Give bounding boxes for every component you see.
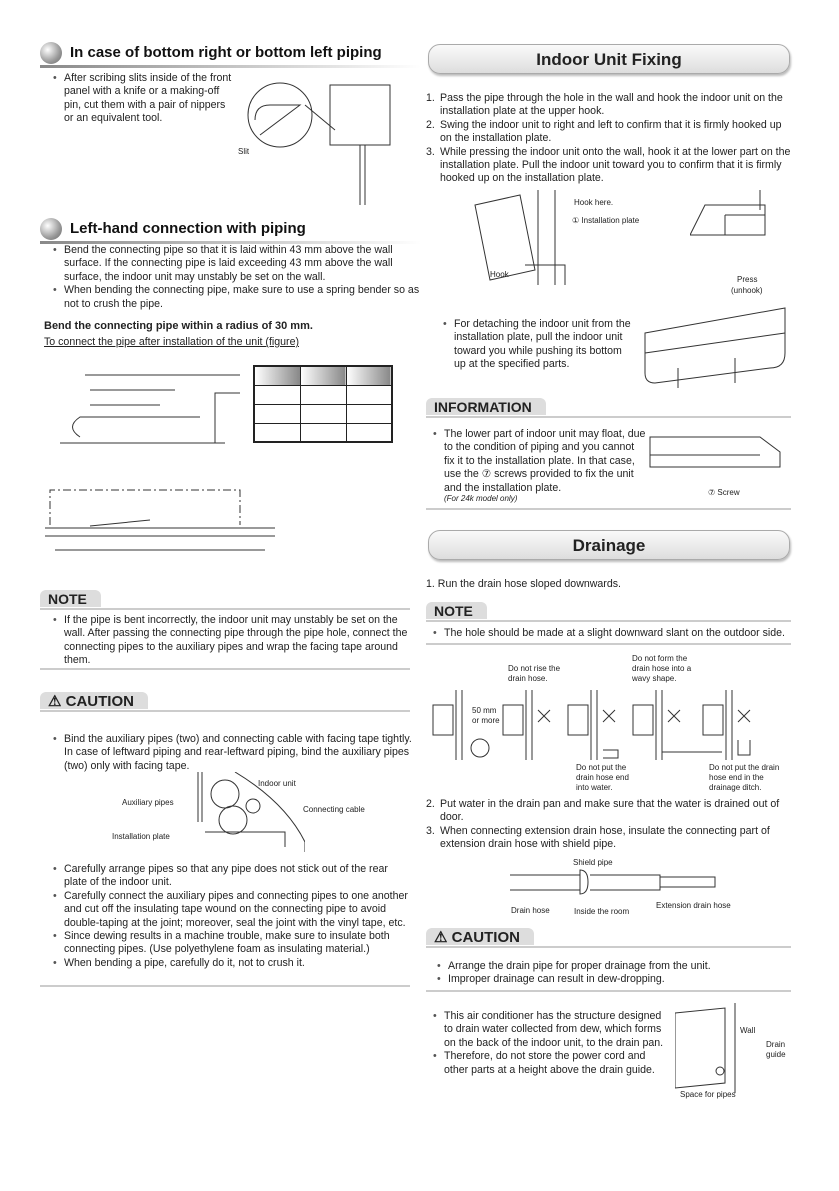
drain-hose-label: Drain hose — [511, 906, 550, 915]
extension-hose-label: Extension drain hose — [656, 901, 731, 910]
caution-list-2: • Carefully arrange pipes so that any pipe does not stick out of the rear plate of the indoor unit. • Carefully connect the auxiliary pipes and connecting pipes to one another and cut off the insulating tape wound on the connecting pipe to avoid double-taping at the joint; moreover, seal the joint with the vinyl tape, etc. • Since dewing results in a machine trouble, make sure to insulate both connecting pipes. (Use polyethylene foam as insulating material.) • When bending a pipe, carefully do it, not to crush it. — [52, 863, 412, 970]
caution-tab: ⚠ CAUTION — [40, 692, 148, 709]
slit-figure — [235, 75, 415, 210]
caution-tab: ⚠ CAUTION — [426, 928, 534, 945]
or-more-label: or more — [472, 716, 500, 725]
installation-plate-label: ① Installation plate — [572, 216, 640, 225]
water-warning: Do not put the drain hose end into water. — [576, 763, 629, 792]
note-section — [40, 590, 410, 610]
information-section — [426, 398, 791, 418]
drain-guide-figure — [675, 1003, 755, 1093]
note-tab: NOTE — [426, 602, 487, 619]
mm-label: 50 mm — [472, 706, 497, 715]
left-hand-list: • Bend the connecting pipe so that it is laid within 43 mm above the wall surface. If the connecting pipe is laid exceeding 43 mm above the wall surface, the indoor unit may unstably be set on the wall. • When bending the connecting pipe, make sure to use a spring bender so as not to crush the pipe. — [52, 244, 422, 311]
wavy-warning: Do not form the drain hose into a wavy shape. — [632, 654, 692, 683]
fixing-steps: 1. Pass the pipe through the hole in the wall and hook the indoor unit on the installation plate at the upper hook. 2. Swing the indoor unit to right and left to confirm that it is firmly hooked up on the installation plate. 3. While pressing the indoor unit onto the wall, hook it at the lower part on the installation plate. Pull the indoor unit toward you to confirm that it is firmly hooked up on the installation plate. — [426, 92, 791, 185]
press-figure — [690, 190, 770, 260]
radius-note: Bend the connecting pipe within a radius of 30 mm. — [44, 320, 313, 332]
unhook-label: (unhook) — [731, 286, 763, 295]
slit-label: Slit — [238, 147, 250, 156]
warning-icon: ⚠ — [48, 693, 66, 710]
note-list: • If the pipe is bent incorrectly, the indoor unit may unstably be set on the wall. After passing the connecting pipe through the pipe hole, connect the connecting pipes to the auxiliary pipes and wrap the facing tape around them. — [52, 614, 412, 668]
indoor-unit-fixing-header: Indoor Unit Fixing — [428, 44, 790, 74]
drain-guide-list: • This air conditioner has the structure designed to drain water collected from dew, which forms on the back of the indoor unit, to the drain pan. • Therefore, do not store the power cord and other parts at a height above the drain guide. — [432, 1010, 672, 1077]
figure-note: To connect the pipe after installation of the unit (figure) — [44, 336, 299, 348]
drainage-step-1: 1. Run the drain hose sloped downwards. — [426, 578, 621, 590]
detach-list: • For detaching the indoor unit from the installation plate, pull the indoor unit toward you while pushing its bottom up at the specified parts. — [442, 318, 632, 372]
drain-label: Drain — [766, 1040, 786, 1049]
drainage-header: Drainage — [428, 530, 790, 560]
information-tab: INFORMATION — [426, 398, 546, 415]
dimension-table — [253, 365, 393, 443]
indoor-unit-figure — [640, 298, 790, 396]
model-footnote: (For 24k model only) — [444, 494, 518, 503]
drainage-steps: 2. Put water in the drain pan and make sure that the water is drained out of door. 3. When connecting extension drain hose, insulate the connecting part of extension drain hose with shield pipe. — [426, 798, 780, 851]
plate-label: Installation plate — [112, 832, 170, 841]
drainage-caution-section — [426, 928, 791, 948]
ditch-warning: Do not put the drain hose end in the drainage ditch. — [709, 763, 780, 792]
hook-here-label: Hook here. — [574, 198, 614, 207]
hook-label: Hook — [490, 270, 509, 279]
bottom-piping-list: • After scribing slits inside of the front panel with a knife or a making-off pin, cut them with a pair of nippers or an equivalent tool. — [52, 72, 232, 126]
caution-section — [40, 692, 410, 712]
cable-label: Connecting cable — [303, 805, 365, 814]
bullet-ball-icon — [40, 218, 62, 240]
drainage-note-section — [426, 602, 791, 622]
drainage-caution-list: • Arrange the drain pipe for proper drainage from the unit. • Improper drainage can result in dew-dropping. — [436, 960, 791, 987]
shield-pipe-label: Shield pipe — [573, 858, 613, 867]
space-for-pipes-label: Space for pipes — [680, 1090, 736, 1099]
guide-label: guide — [766, 1050, 786, 1059]
pipe-top-figure — [60, 365, 240, 445]
caution-list: • Bind the auxiliary pipes (two) and connecting cable with facing tape tightly. In case of leftward piping and rear-leftward piping, bind the auxiliary pipes (two) only with facing tape. — [52, 733, 412, 773]
shield-pipe-figure — [510, 865, 720, 905]
section-heading-bottom-piping: In case of bottom right or bottom left piping — [40, 42, 420, 68]
drainage-note-list: • The hole should be made at a slight downward slant on the outdoor side. — [432, 627, 792, 640]
bullet-ball-icon — [40, 42, 62, 64]
rise-warning: Do not rise the drain hose. — [508, 664, 561, 683]
warning-icon: ⚠ — [434, 929, 452, 946]
section-heading-left-hand: Left-hand connection with piping — [40, 218, 420, 244]
indoor-unit-label: Indoor unit — [258, 779, 296, 788]
aux-pipes-label: Auxiliary pipes — [122, 798, 174, 807]
note-tab: NOTE — [40, 590, 101, 607]
information-list: • The lower part of indoor unit may float, due to the condition of piping and you cannot fix it to the installation plate. In that case, use the ⑦ screws provided to fix the unit and the installation plate. — [432, 428, 647, 495]
hook-figure — [470, 190, 580, 285]
pipe-side-figure — [45, 480, 275, 555]
wall-label: Wall — [740, 1026, 756, 1035]
press-label: Press — [737, 275, 758, 284]
screw-label: ⑦ Screw — [708, 488, 740, 497]
inside-room-label: Inside the room — [574, 907, 630, 916]
screw-figure — [645, 425, 785, 487]
